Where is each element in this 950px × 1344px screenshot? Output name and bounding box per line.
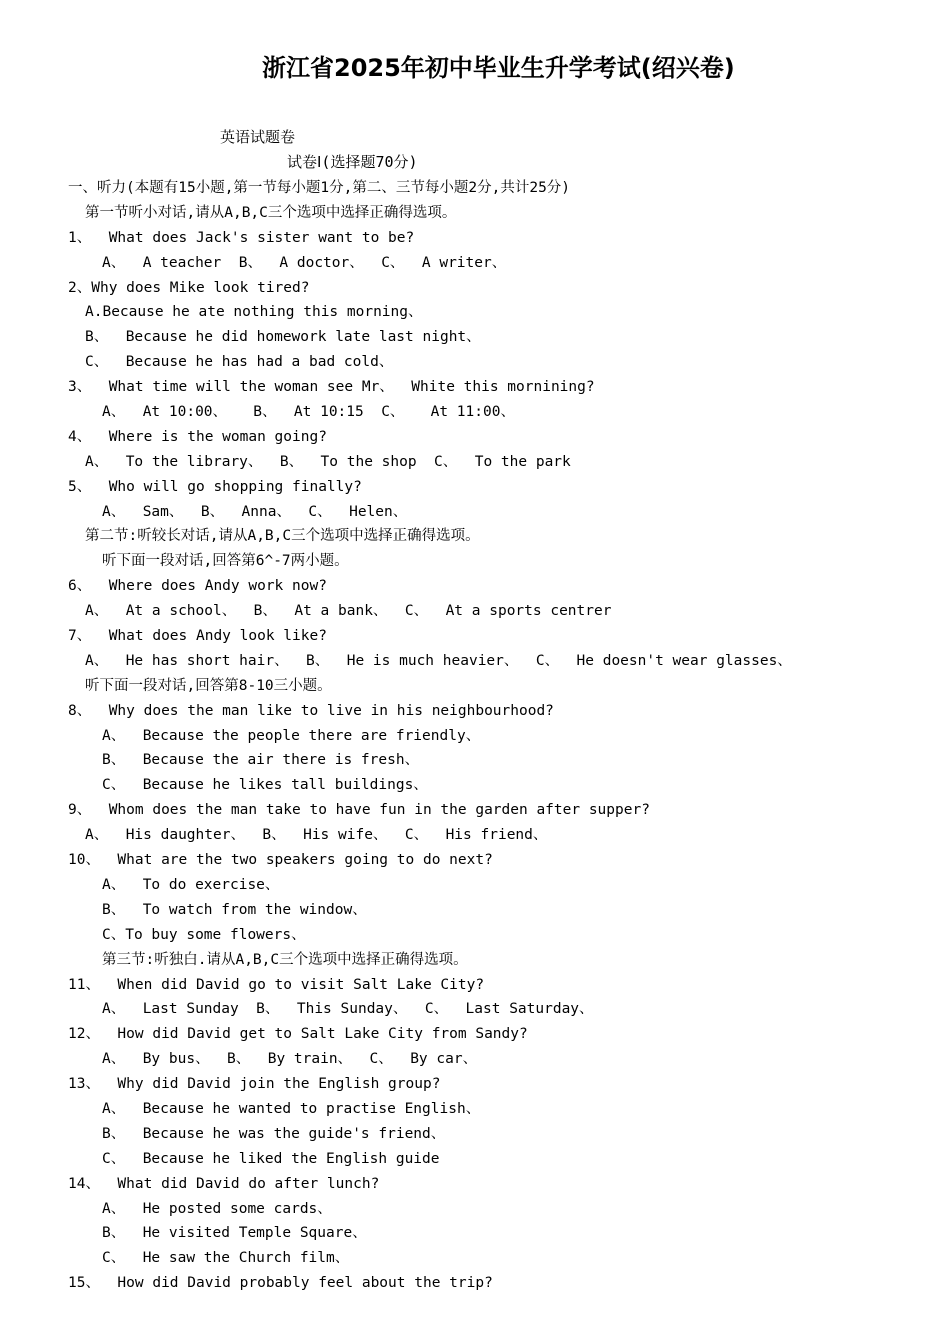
text-line: C、To buy some flowers、 xyxy=(102,926,306,943)
text-line: 一、听力(本题有15小题,第一节每小题1分,第二、三节每小题2分,共计25分) xyxy=(68,180,571,196)
text-line: A、 Last Sunday B、 This Sunday、 C、 Last Saturday、 xyxy=(102,1001,594,1018)
text-line: B、 To watch from the window、 xyxy=(102,901,367,918)
text-line: B、 He visited Temple Square、 xyxy=(102,1225,367,1242)
text-line: A、 He posted some cards、 xyxy=(102,1200,332,1217)
text-line: 3、 What time will the woman see Mr、 White this mornining? xyxy=(68,379,595,396)
text-line: 2、Why does Mike look tired? xyxy=(68,279,310,296)
text-line: 听下面一段对话,回答第8-10三小题。 xyxy=(85,677,332,694)
text-line: 第一节听小对话,请从A,B,C三个选项中选择正确得选项。 xyxy=(85,204,457,221)
text-line: C、 Because he has had a bad cold、 xyxy=(85,354,394,371)
text-line: A、 At 10:00、 B、 At 10:15 C、 At 11:00、 xyxy=(102,404,515,421)
text-line: 6、 Where does Andy work now? xyxy=(68,578,327,595)
text-line: 听下面一段对话,回答第6^-7两小题。 xyxy=(102,553,349,570)
paper-section-label: 试卷Ⅰ(选择题70分) xyxy=(287,153,418,171)
text-line: A.Because he ate nothing this morning、 xyxy=(85,304,423,321)
text-line: A、 A teacher B、 A doctor、 C、 A writer、 xyxy=(102,254,507,271)
text-line: 4、 Where is the woman going? xyxy=(68,428,327,445)
text-line: 第二节:听较长对话,请从A,B,C三个选项中选择正确得选项。 xyxy=(85,528,480,545)
text-line: 14、 What did David do after lunch? xyxy=(68,1175,380,1192)
text-line: 10、 What are the two speakers going to do next? xyxy=(68,852,493,869)
text-line: B、 Because he did homework late last night、 xyxy=(85,329,481,346)
text-line: A、 To the library、 B、 To the shop C、 To the park xyxy=(85,453,571,470)
text-line: A、 At a school、 B、 At a bank、 C、 At a sports centrer xyxy=(85,603,612,620)
text-line: 5、 Who will go shopping finally? xyxy=(68,478,362,495)
text-line: 9、 Whom does the man take to have fun in the garden after supper? xyxy=(68,802,650,819)
text-line: 1、 What does Jack's sister want to be? xyxy=(68,229,415,246)
text-line: 第三节:听独白.请从A,B,C三个选项中选择正确得选项。 xyxy=(102,951,468,968)
text-line: A、 Because the people there are friendly、 xyxy=(102,727,481,744)
text-line: 13、 Why did David join the English group? xyxy=(68,1076,441,1093)
text-line: C、 Because he likes tall buildings、 xyxy=(102,777,428,794)
text-line: 8、 Why does the man like to live in his neighbourhood? xyxy=(68,702,554,719)
text-line: C、 Because he liked the English guide xyxy=(102,1150,440,1167)
text-line: B、 Because the air there is fresh、 xyxy=(102,752,420,769)
text-line: C、 He saw the Church film、 xyxy=(102,1250,350,1267)
text-line: 7、 What does Andy look like? xyxy=(68,628,327,645)
text-line: A、 Sam、 B、 Anna、 C、 Helen、 xyxy=(102,503,408,520)
text-line: A、 His daughter、 B、 His wife、 C、 His friend、 xyxy=(85,827,548,844)
text-line: A、 Because he wanted to practise English、 xyxy=(102,1100,481,1117)
question-list xyxy=(68,176,792,1296)
text-line: 15、 How did David probably feel about the trip? xyxy=(68,1275,493,1292)
text-line: B、 Because he was the guide's friend、 xyxy=(102,1125,446,1142)
text-line: A、 By bus、 B、 By train、 C、 By car、 xyxy=(102,1051,478,1068)
exam-title: 浙江省2025年初中毕业生升学考试(绍兴卷) xyxy=(262,54,735,82)
paper-subtitle: 英语试题卷 xyxy=(220,128,296,146)
text-line: 12、 How did David get to Salt Lake City from Sandy? xyxy=(68,1026,528,1043)
text-line: A、 To do exercise、 xyxy=(102,876,280,893)
text-line: A、 He has short hair、 B、 He is much heavier、 C、 He doesn't wear glasses、 xyxy=(85,652,792,669)
text-line: 11、 When did David go to visit Salt Lake City? xyxy=(68,976,485,993)
